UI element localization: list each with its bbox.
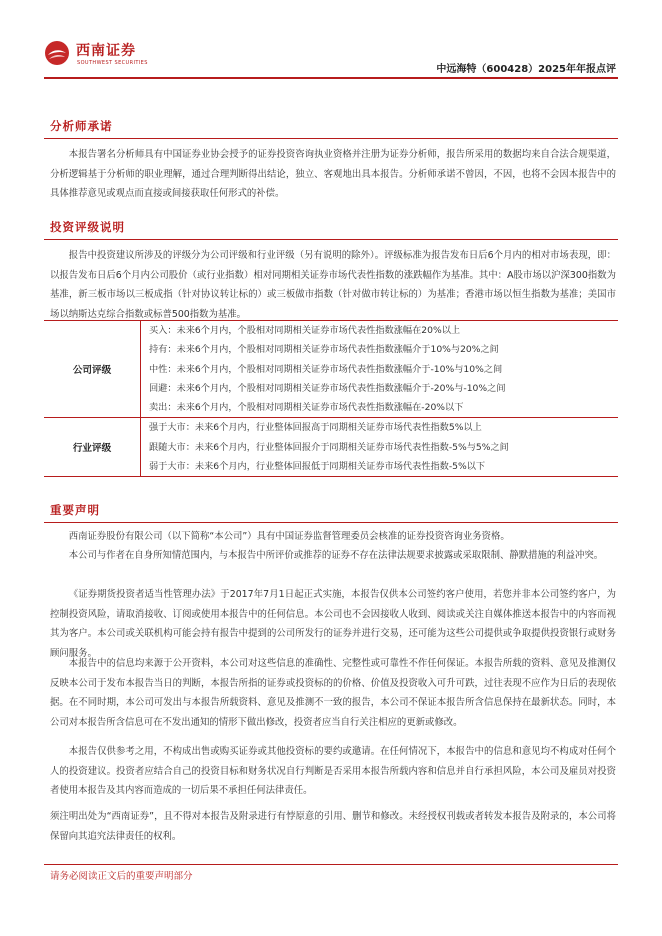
company-logo bbox=[44, 38, 194, 72]
disclaimer-heading: 重要声明 bbox=[50, 503, 100, 517]
disclaimer-paragraph: 须注明出处为“西南证券”，且不得对本报告及附录进行有悖原意的引用、删节和修改。未经授权刊载或者转发本报告及附录的，本公司将保留向其追究法律责任的权利。 bbox=[50, 811, 616, 842]
rating-explanation-intro: 报告中投资建议所涉及的评级分为公司评级和行业评级（另有说明的除外）。评级标准为报告发布日后6个月内的相对市场表现，即：以报告发布日后6个月内公司股价（或行业指数）相对同期相关证券市场代表性指数的涨跌幅作为基准。其中：A股市场以沪深300指数为基准，新三板市场以三板成指（针对协议转让标的）或三板做市指数（针对做市转让标的）为基准；香港市场以恒生指数为基准；美国市场以纳斯达克综合指数或标普500指数为基准。 bbox=[50, 250, 616, 320]
page-header bbox=[0, 0, 662, 80]
rating-explanation-divider bbox=[44, 239, 618, 240]
footer-divider bbox=[44, 864, 618, 865]
logo-chinese-name: 西南证券 bbox=[76, 43, 136, 59]
disclaimer-paragraph: 《证券期货投资者适当性管理办法》于2017年7月1日起正式实施，本报告仅供本公司签约客户使用，若您并非本公司签约客户，为控制投资风险，请取消接收、订阅或使用本报告中的任何信息。本公司也不会因接收人收到、阅读或关注自媒体推送本报告中的内容而视其为客户。本公司或关联机构可能会持有报告中提到的公司所发行的证券并进行交易，还可能为这些公司提供或争取提供投资银行或财务顾问服务。 bbox=[50, 589, 616, 659]
industry-rating-row: 弱于大市：未来6个月内，行业整体回报低于同期相关证券市场代表性指数-5%以下 bbox=[149, 461, 486, 473]
industry-rating-label: 行业评级 bbox=[44, 418, 141, 476]
company-rating-label: 公司评级 bbox=[44, 321, 141, 417]
industry-rating-row: 跟随大市：未来6个月内，行业整体回报介于同期相关证券市场代表性指数-5%与5%之间 bbox=[149, 441, 509, 453]
analyst-commitment-text: 本报告署名分析师具有中国证券业协会授予的证券投资咨询执业资格并注册为证券分析师，报告所采用的数据均来自合法合规渠道，分析逻辑基于分析师的职业理解，通过合理判断得出结论，独立、客观地出具本报告。分析师承诺不曾因，不因，也将不会因本报告中的具体推荐意见或观点而直接或间接获取任何形式的补偿。 bbox=[50, 149, 616, 199]
footer-note: 请务必阅读正文后的重要声明部分 bbox=[50, 871, 193, 882]
company-rating-row: 卖出：未来6个月内，个股相对同期相关证券市场代表性指数涨幅在-20%以下 bbox=[149, 402, 464, 414]
southwest-securities-logo-icon bbox=[44, 40, 70, 66]
report-title: 中远海特（600428）2025年年报点评 bbox=[436, 64, 616, 75]
analyst-commitment-divider bbox=[44, 138, 618, 139]
disclaimer-divider bbox=[44, 522, 618, 523]
rating-explanation-heading: 投资评级说明 bbox=[50, 220, 125, 234]
company-rating-row: 中性：未来6个月内，个股相对同期相关证券市场代表性指数涨幅介于-10%与10%之间 bbox=[149, 363, 503, 375]
analyst-commitment-heading: 分析师承诺 bbox=[50, 119, 113, 133]
disclaimer-paragraph: 西南证券股份有限公司（以下简称“本公司”）具有中国证券监督管理委员会核准的证券投资咨询业务资格。 bbox=[68, 531, 510, 542]
header-divider bbox=[44, 77, 618, 79]
logo-english-name: SOUTHWEST SECURITIES bbox=[77, 60, 148, 66]
disclaimer-paragraph: 本报告中的信息均来源于公开资料，本公司对这些信息的准确性、完整性或可靠性不作任何保证。本报告所载的资料、意见及推测仅反映本公司于发布本报告当日的判断，本报告所指的证券或投资标的的价格、价值及投资收入可升可跌，过往表现不应作为日后的表现依据。在不同时期，本公司可发出与本报告所载资料、意见及推测不一致的报告，本公司不保证本报告所含信息保持在最新状态。同时，本公司对本报告所含信息可在不发出通知的情形下做出修改，投资者应当自行关注相应的更新或修改。 bbox=[50, 658, 616, 728]
company-rating-row: 持有：未来6个月内，个股相对同期相关证券市场代表性指数涨幅介于10%与20%之间 bbox=[149, 344, 499, 356]
industry-rating-group bbox=[44, 417, 618, 476]
industry-rating-row: 强于大市：未来6个月内，行业整体回报高于同期相关证券市场代表性指数5%以上 bbox=[149, 422, 482, 434]
disclaimer-paragraph: 本公司与作者在自身所知情范围内，与本报告中所评价或推荐的证券不存在法律法规要求披露或采取限制、静默措施的利益冲突。 bbox=[68, 550, 604, 561]
rating-table bbox=[44, 320, 618, 477]
company-rating-group bbox=[44, 321, 618, 417]
company-rating-row: 回避：未来6个月内，个股相对同期相关证券市场代表性指数涨幅介于-20%与-10%之间 bbox=[149, 382, 506, 394]
company-rating-row: 买入：未来6个月内，个股相对同期相关证券市场代表性指数涨幅在20%以上 bbox=[149, 325, 461, 336]
disclaimer-paragraph: 本报告仅供参考之用，不构成出售或购买证券或其他投资标的要约或邀请。在任何情况下，本报告中的信息和意见均不构成对任何个人的投资建议。投资者应结合自己的投资目标和财务状况自行判断是否采用本报告所载内容和信息并自行承担风险，本公司及雇员对投资者使用本报告及其内容而造成的一切后果不承担任何法律责任。 bbox=[50, 746, 616, 796]
